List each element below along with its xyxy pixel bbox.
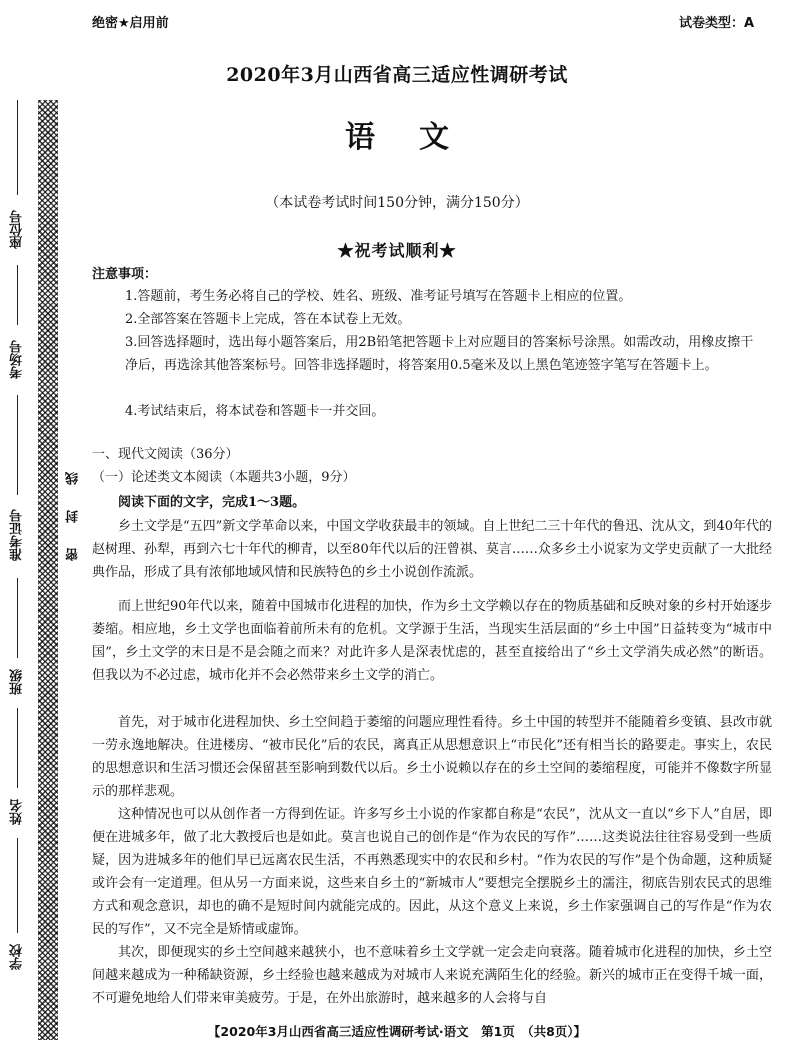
fill-line <box>17 395 18 495</box>
paragraph: 这种情况也可以从创作者一方得到佐证。许多写乡土小说的作家都自称是“农民”，沈从文一直以“乡下人”自居，即便在进城多年，做了北大教授后也是如此。莫言也说自己的创作是“作为农民的写作”……这类说法往往容易受到一些质疑，因为进城多年的他们早已远离农民生活，不再熟悉现实中的农民和乡村。“作为农民的写作”是个伪命题，这种质疑或许会有一定道理。但从另一方面来说，这些来自乡土的“新城市人”要想完全摆脱乡土的濡注，彻底告别农民式的思维方式和观念意识，却也的确不是短时间内就能完成的。因此，从这个意义上来说，乡土作家强调自己的写作是“作为农民的写作”，又不完全是矫情或虚饰。 <box>92 807 772 937</box>
ticket-number-label: 准考证号 <box>10 509 25 562</box>
fill-line <box>17 100 18 195</box>
confidential-mark: 绝密★启用前 <box>92 16 169 31</box>
subject-title: 语文 <box>345 120 493 155</box>
school-label: 学校 <box>10 944 25 971</box>
seal-char-seal: 封 <box>66 510 81 523</box>
exam-title: 2020年3月山西省高三适应性调研考试 <box>226 64 568 86</box>
exam-room-label: 考场号 <box>10 340 25 380</box>
seal-char-line: 线 <box>66 472 81 485</box>
reading-instruction: 阅读下面的文字，完成1～3题。 <box>118 495 306 510</box>
fill-line <box>17 265 18 325</box>
paragraph: 乡土文学是“五四”新文学革命以来，中国文学收获最丰的领域。自上世纪二三十年代的鲁迅、沈从文，到40年代的赵树理、孙犁，再到六七十年代的柳青，以至80年代以后的汪曾祺、莫言……众多乡土小说家为文学史贡献了一大批经典作品，形成了具有浓郁地域风情和民族特色的乡土小说创作流派。 <box>92 519 772 580</box>
seat-number-label: 座位号 <box>10 210 25 250</box>
note-item: 1.答题前，考生务必将自己的学校、姓名、班级、准考证号填写在答题卡上相应的位置。 <box>125 289 632 304</box>
paper-type: 试卷类型：A <box>678 16 754 31</box>
section-heading: 一、现代文阅读（36分） <box>92 447 239 462</box>
notes-heading: 注意事项： <box>92 267 158 282</box>
fill-line <box>17 838 18 933</box>
time-note: （本试卷考试时间150分钟，满分150分） <box>265 195 529 211</box>
note-item: 3.回答选择题时，选出每小题答案后，用2B铅笔把答题卡上对应题目的答案标号涂黑。如需改动，用橡皮擦干净后，再选涂其他答案标号。回答非选择题时，将答案用0.5毫米及以上黑色笔迹签字笔写在答题卡上。 <box>125 335 754 373</box>
paragraph: 首先，对于城市化进程加快、乡土空间趋于萎缩的问题应理性看待。乡土中国的转型并不能随着乡变镇、县改市就一劳永逸地解决。住进楼房、“被市民化”后的农民，离真正从思想意识上“市民化”还有相当长的路要走。事实上，农民的思想意识和生活习惯还会保留甚至影响到数代以后。乡土小说赖以存在的乡土空间的萎缩程度，可能并不像数字所显示的那样悲观。 <box>92 715 772 799</box>
paragraph: 其次，即便现实的乡土空间越来越狭小，也不意味着乡土文学就一定会走向衰落。随着城市化进程的加快，乡土空间越来越成为一种稀缺资源，乡土经验也越来越成为对城市人来说充满陌生化的经验。新兴的城市正在变得千城一面，不可避免地给人们带来审美疲劳。于是，在外出旅游时，越来越多的人会将与自 <box>92 945 772 1006</box>
fill-line <box>17 578 18 658</box>
note-item: 2.全部答案在答题卡上完成，答在本试卷上无效。 <box>125 312 411 327</box>
good-luck-banner: ★祝考试顺利★ <box>337 241 457 260</box>
seal-char-secret: 密 <box>66 548 81 561</box>
binding-pattern <box>38 100 58 1040</box>
note-item: 4.考试结束后，将本试卷和答题卡一并交回。 <box>125 404 385 419</box>
paragraph: 而上世纪90年代以来，随着中国城市化进程的加快，作为乡土文学赖以存在的物质基础和反映对象的乡村开始逐步萎缩。相应地，乡土文学也面临着前所未有的危机。文学源于生活，当现实生活层面的“乡土中国”日益转变为“城市中国”，乡土文学的末日是不是会随之而来？对此许多人是深表忧虑的，甚至直接给出了“乡土文学消失成必然”的断语。但我以为不必过虑，城市化并不会必然带来乡土文学的消亡。 <box>92 599 772 683</box>
name-label: 姓名 <box>10 799 25 826</box>
subsection-heading: （一）论述类文本阅读（本题共3小题，9分） <box>92 470 356 485</box>
class-label: 班级 <box>10 669 25 696</box>
page-footer: 【2020年3月山西省高三适应性调研考试·语文 第1页 （共8页）】 <box>207 1024 587 1039</box>
fill-line <box>17 708 18 788</box>
